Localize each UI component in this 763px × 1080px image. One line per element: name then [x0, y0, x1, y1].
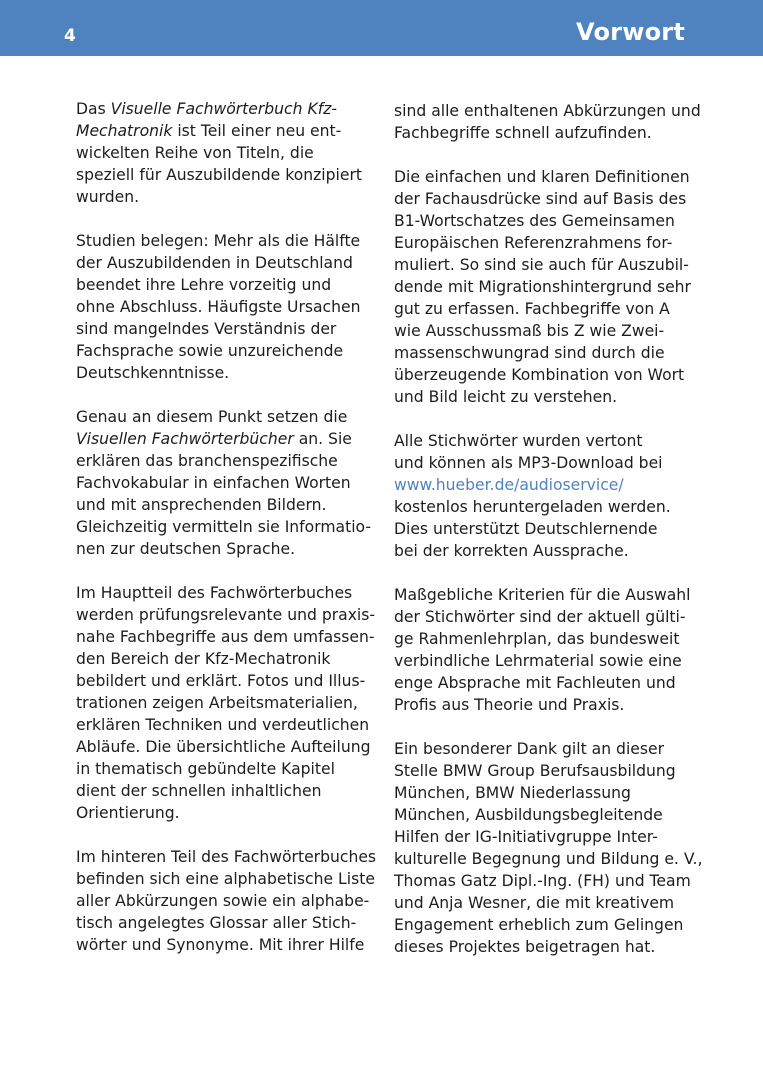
text-line: [394, 804, 694, 826]
text-run: Hilfen der IG-Initiativgruppe Inter-: [394, 828, 658, 846]
text-line: [394, 540, 694, 562]
text-run: ist Teil einer neu ent-: [172, 122, 342, 140]
text-run: bei der korrekten Aussprache.: [394, 542, 629, 560]
text-line: [76, 428, 376, 450]
text-run: der Stichwörter sind der aktuell gülti-: [394, 608, 686, 626]
text-line: [394, 364, 694, 386]
left-column: [76, 98, 376, 978]
text-line: [76, 252, 376, 274]
paragraph: [394, 738, 703, 958]
text-run: sind alle enthaltenen Abkürzungen und: [394, 102, 701, 120]
text-line: [394, 496, 694, 518]
text-line: [76, 736, 376, 758]
text-line: [394, 738, 694, 760]
text-line: [394, 100, 701, 122]
text-line: [394, 232, 694, 254]
text-line: [76, 186, 376, 208]
text-line: [76, 340, 376, 362]
text-line: [394, 914, 694, 936]
text-run: erklären Techniken und verdeutlichen: [76, 716, 370, 734]
text-run: massenschwungrad sind durch die: [394, 344, 665, 362]
paragraph: [76, 98, 376, 208]
text-run: und können als MP3-Download bei: [394, 454, 663, 472]
text-line: [394, 870, 694, 892]
page-number: 4: [64, 26, 76, 46]
text-run: kostenlos heruntergeladen werden.: [394, 498, 671, 516]
text-run: dient der schnellen inhaltlichen: [76, 782, 322, 800]
text-line: [394, 254, 694, 276]
text-line: [394, 782, 694, 804]
text-run: Gleichzeitig vermitteln sie Informatio-: [76, 518, 371, 536]
text-line: [76, 582, 376, 604]
text-run: erklären das branchenspezifische: [76, 452, 338, 470]
text-run: München, BMW Niederlassung: [394, 784, 631, 802]
text-line: [76, 98, 376, 120]
text-run: trationen zeigen Arbeitsmaterialien,: [76, 694, 358, 712]
text-run: wickelten Reihe von Titeln, die: [76, 144, 314, 162]
text-run: ge Rahmenlehrplan, das bundesweit: [394, 630, 680, 648]
text-line: [394, 760, 694, 782]
text-run: muliert. So sind sie auch für Auszubil-: [394, 256, 689, 274]
italic-title: Mechatronik: [76, 122, 173, 140]
text-line: [76, 802, 376, 824]
text-line: [394, 210, 694, 232]
paragraph: [394, 100, 701, 144]
text-line: [76, 934, 376, 956]
text-line: [76, 780, 376, 802]
text-line: [394, 892, 694, 914]
text-run: kulturelle Begegnung und Bildung e. V.,: [394, 850, 703, 868]
text-line: [394, 122, 694, 144]
text-line: [394, 584, 694, 606]
text-run: der Auszubildenden in Deutschland: [76, 254, 353, 272]
text-run: ohne Abschluss. Häufigste Ursachen: [76, 298, 361, 316]
text-line: [76, 142, 376, 164]
paragraph: [394, 430, 694, 562]
paragraph: [76, 230, 376, 384]
italic-title: Visuelle Fachwörterbuch Kfz-: [110, 100, 338, 118]
text-line: [394, 320, 694, 342]
text-line: [394, 518, 694, 540]
text-line: [394, 936, 694, 958]
text-run: Orientierung.: [76, 804, 180, 822]
text-line: [76, 274, 376, 296]
text-run: Deutschkenntnisse.: [76, 364, 230, 382]
text-run: befinden sich eine alphabetische Liste: [76, 870, 375, 888]
text-line: [76, 846, 376, 868]
text-line: [76, 406, 376, 428]
text-run: enge Absprache mit Fachleuten und: [394, 674, 676, 692]
text-run: beendet ihre Lehre vorzeitig und: [76, 276, 332, 294]
text-line: [76, 604, 376, 626]
text-run: Fachsprache sowie unzureichende: [76, 342, 344, 360]
text-run: in thematisch gebündelte Kapitel: [76, 760, 335, 778]
text-line: [394, 474, 694, 496]
text-run: bebildert und erklärt. Fotos und Illus-: [76, 672, 366, 690]
text-run: verbindliche Lehrmaterial sowie eine: [394, 652, 682, 670]
text-run: Im hinteren Teil des Fachwörterbuches: [76, 848, 377, 866]
text-line: [394, 628, 694, 650]
text-line: [394, 826, 694, 848]
text-line: [394, 276, 694, 298]
audioservice-link[interactable]: www.hueber.de/audioservice/: [394, 476, 624, 494]
text-line: [76, 648, 376, 670]
text-run: speziell für Auszubildende konzipiert: [76, 166, 362, 184]
italic-title: Visuellen Fachwörterbücher: [76, 430, 294, 448]
text-line: [76, 692, 376, 714]
text-line: [76, 868, 376, 890]
text-run: nen zur deutschen Sprache.: [76, 540, 296, 558]
paragraph: [76, 406, 376, 560]
text-run: den Bereich der Kfz-Mechatronik: [76, 650, 331, 668]
text-run: und mit ansprechenden Bildern.: [76, 496, 327, 514]
text-run: wörter und Synonyme. Mit ihrer Hilfe: [76, 936, 365, 954]
text-line: [394, 650, 694, 672]
text-run: Alle Stichwörter wurden vertont: [394, 432, 643, 450]
text-line: [76, 494, 376, 516]
text-run: Abläufe. Die übersichtliche Aufteilung: [76, 738, 371, 756]
text-line: [76, 318, 376, 340]
text-run: nahe Fachbegriffe aus dem umfassen-: [76, 628, 375, 646]
text-run: Genau an diesem Punkt setzen die: [76, 408, 348, 426]
text-run: aller Abkürzungen sowie ein alphabe-: [76, 892, 370, 910]
text-line: [76, 230, 376, 252]
text-run: Engagement erheblich zum Gelingen: [394, 916, 684, 934]
text-run: wie Ausschussmaß bis Z wie Zwei-: [394, 322, 665, 340]
text-run: Dies unterstützt Deutschlernende: [394, 520, 658, 538]
text-line: [76, 120, 376, 142]
text-line: [76, 296, 376, 318]
text-run: und Anja Wesner, die mit kreativem: [394, 894, 675, 912]
text-line: [76, 472, 376, 494]
text-run: werden prüfungsrelevante und praxis-: [76, 606, 376, 624]
text-run: an. Sie: [293, 430, 352, 448]
text-line: [76, 758, 376, 780]
text-line: [394, 848, 703, 870]
text-line: [76, 912, 376, 934]
text-line: [76, 714, 376, 736]
text-line: [76, 890, 376, 912]
text-line: [394, 694, 694, 716]
text-run: Maßgebliche Kriterien für die Auswahl: [394, 586, 691, 604]
text-run: Thomas Gatz Dipl.-Ing. (FH) und Team: [394, 872, 691, 890]
text-run: Ein besonderer Dank gilt an dieser: [394, 740, 665, 758]
text-run: überzeugende Kombination von Wort: [394, 366, 685, 384]
text-line: [76, 164, 376, 186]
text-run: München, Ausbildungsbegleitende: [394, 806, 663, 824]
text-run: sind mangelndes Verständnis der: [76, 320, 337, 338]
text-run: der Fachausdrücke sind auf Basis des: [394, 190, 687, 208]
text-line: [76, 450, 376, 472]
text-run: Stelle BMW Group Berufsausbildung: [394, 762, 676, 780]
text-run: Im Hauptteil des Fachwörterbuches: [76, 584, 353, 602]
text-line: [76, 362, 376, 384]
text-line: [394, 672, 694, 694]
text-run: dende mit Migrationshintergrund sehr: [394, 278, 691, 296]
section-title: Vorwort: [576, 18, 685, 46]
text-run: B1-Wortschatzes des Gemeinsamen: [394, 212, 675, 230]
text-line: [76, 516, 376, 538]
text-run: Fachvokabular in einfachen Worten: [76, 474, 351, 492]
text-run: Studien belegen: Mehr als die Hälfte: [76, 232, 361, 250]
paragraph: [394, 166, 694, 408]
text-line: [394, 430, 694, 452]
paragraph: [394, 584, 694, 716]
text-line: [394, 188, 694, 210]
text-line: [394, 606, 694, 628]
header-bar: [0, 0, 763, 56]
text-line: [394, 452, 694, 474]
right-column: [394, 100, 703, 980]
text-line: [394, 342, 694, 364]
text-line: [76, 626, 376, 648]
text-run: gut zu erfassen. Fachbegriffe von A: [394, 300, 670, 318]
text-line: [76, 670, 376, 692]
text-run: dieses Projektes beigetragen hat.: [394, 938, 656, 956]
paragraph: [76, 582, 376, 824]
text-run: Fachbegriffe schnell aufzufinden.: [394, 124, 652, 142]
text-run: Das: [76, 100, 111, 118]
text-run: Europäischen Referenzrahmens for-: [394, 234, 673, 252]
text-run: Die einfachen und klaren Definitionen: [394, 168, 690, 186]
text-run: und Bild leicht zu verstehen.: [394, 388, 618, 406]
paragraph: [76, 846, 376, 956]
text-run: wurden.: [76, 188, 140, 206]
text-run: tisch angelegtes Glossar aller Stich-: [76, 914, 357, 932]
text-line: [394, 386, 694, 408]
text-line: [394, 166, 694, 188]
text-line: [76, 538, 376, 560]
text-line: [394, 298, 694, 320]
text-run: Profis aus Theorie und Praxis.: [394, 696, 625, 714]
